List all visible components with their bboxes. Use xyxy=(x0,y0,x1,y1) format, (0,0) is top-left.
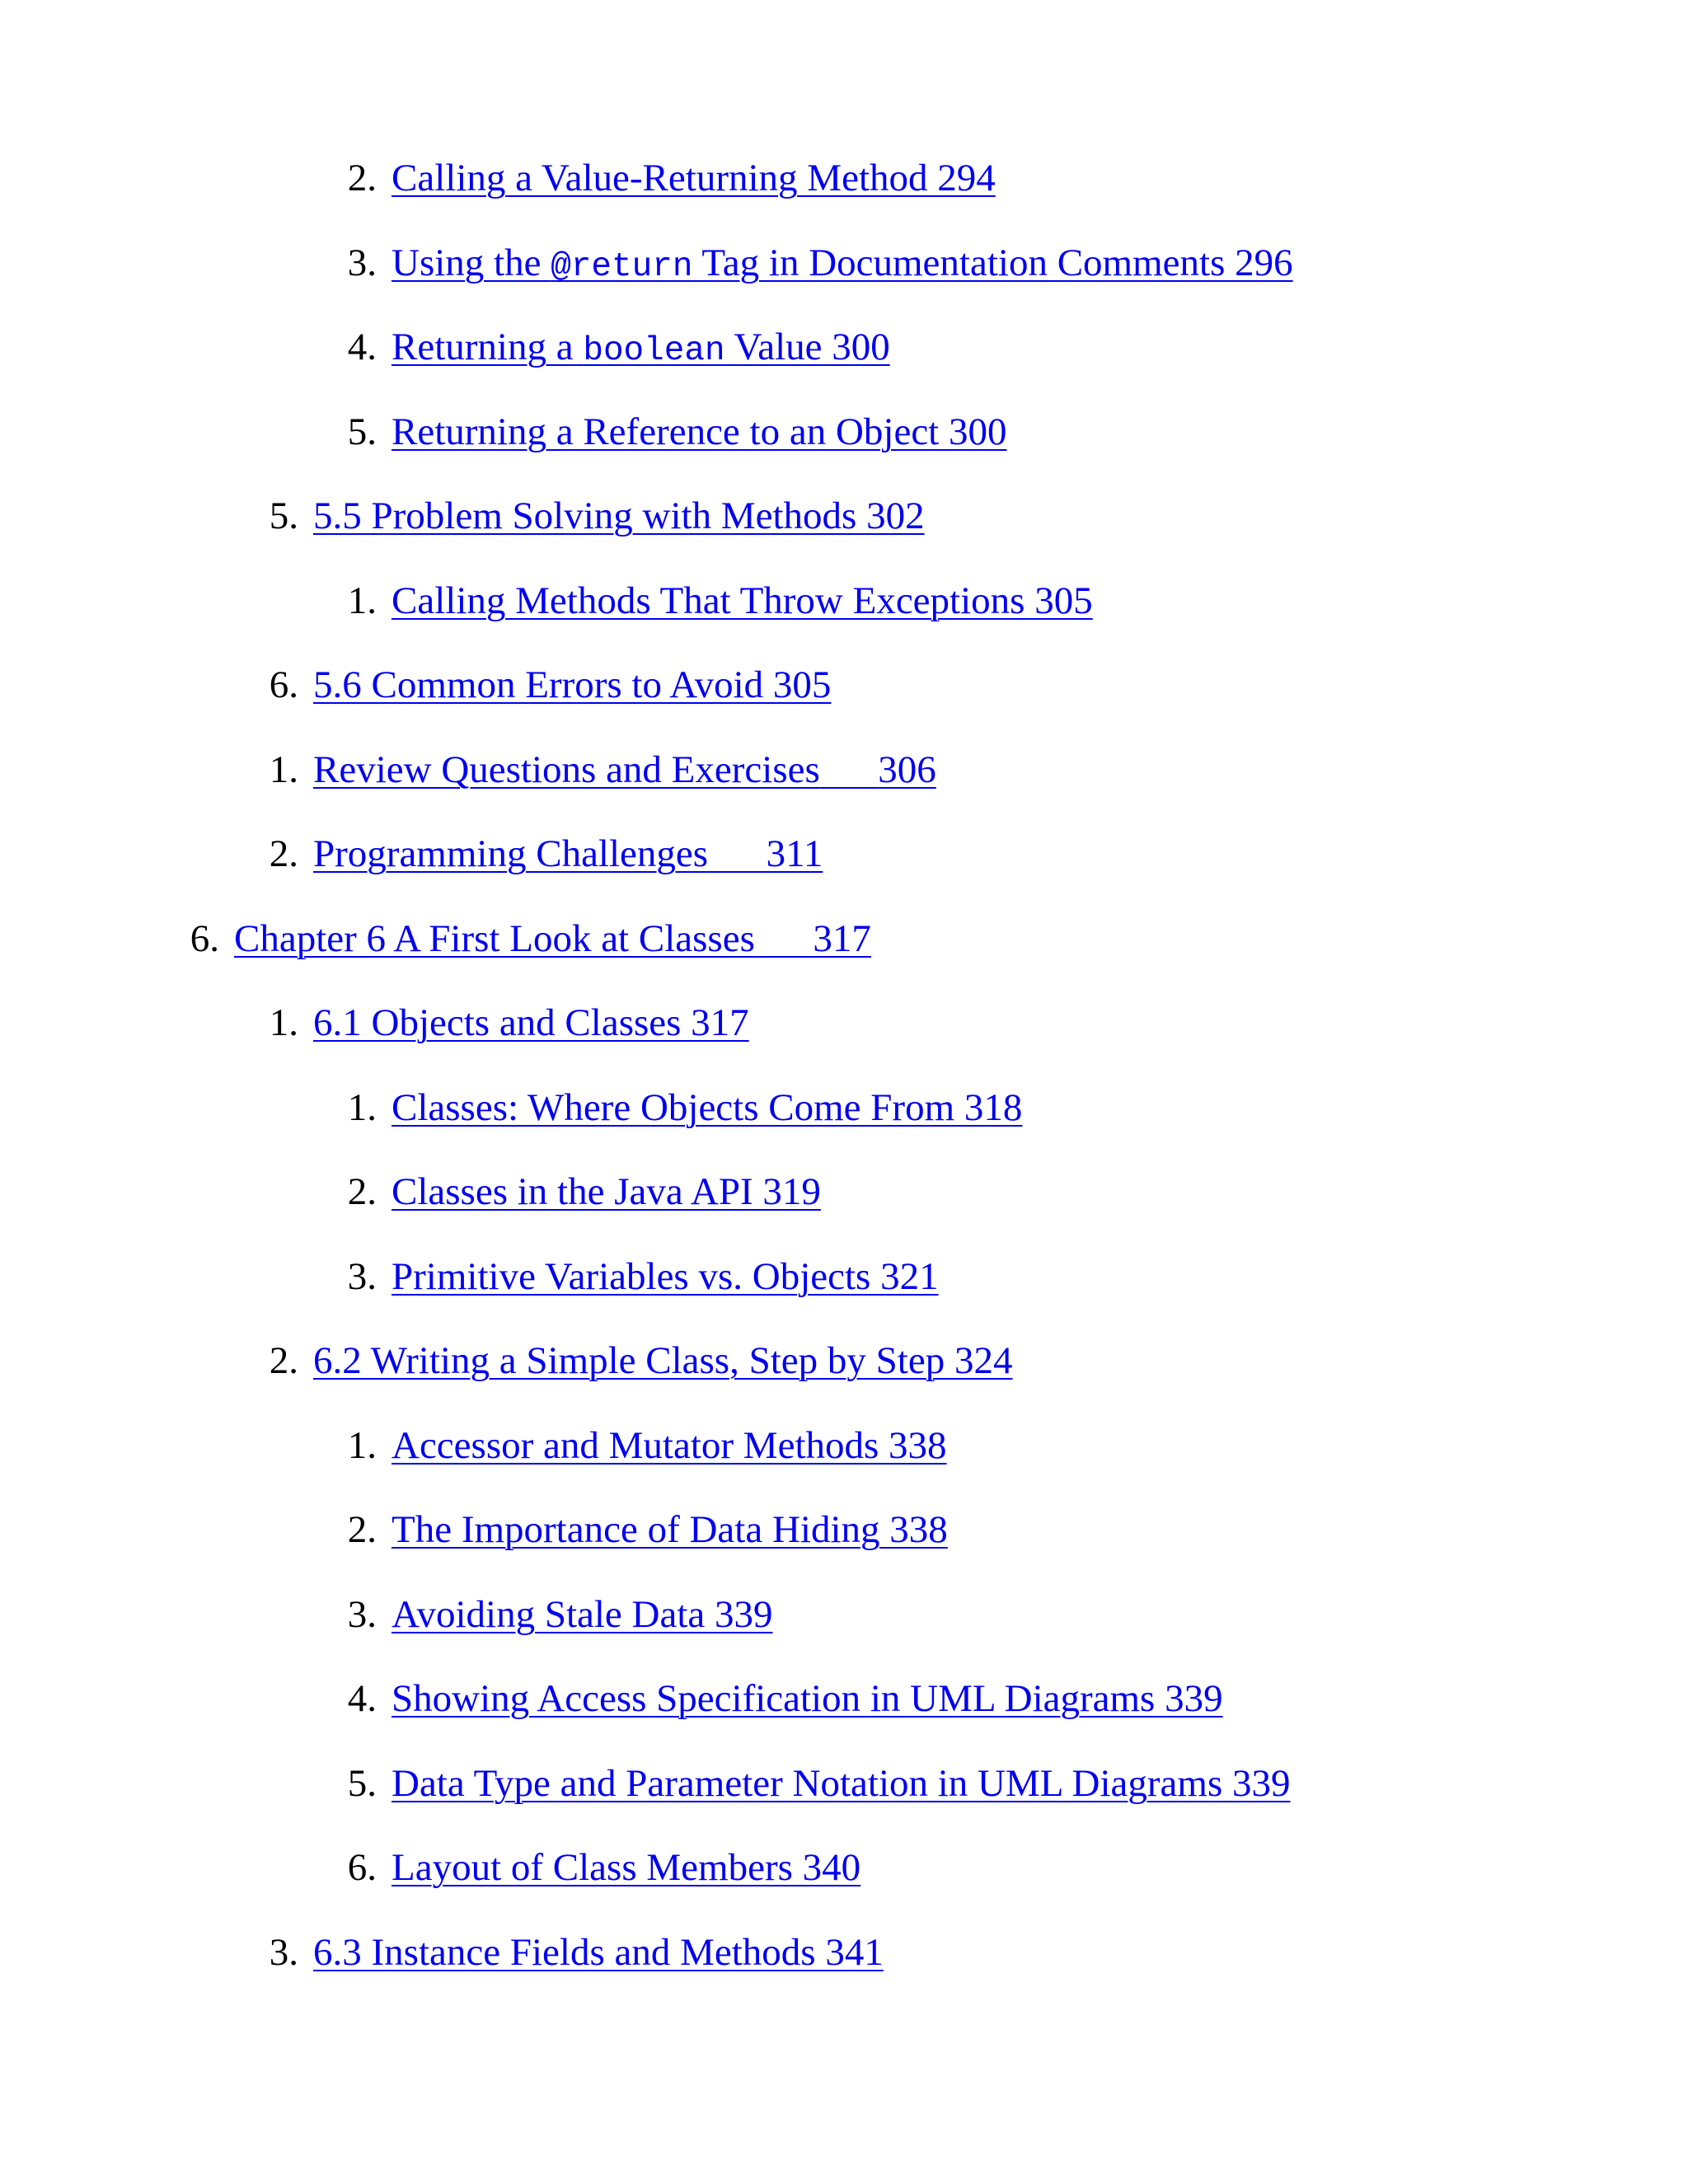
toc-entry-code-keyword: @return xyxy=(551,248,693,286)
toc-entry-code-keyword: boolean xyxy=(583,332,725,370)
toc-entry-link[interactable] xyxy=(392,1244,939,1310)
toc-entry-text: Returning a Reference to an Object 300 xyxy=(392,410,1007,453)
toc-entry-link[interactable] xyxy=(392,1075,1022,1141)
toc-entry-text: 6.2 Writing a Simple Class, Step by Step 324 xyxy=(313,1339,1013,1382)
toc-entry-number: 2. xyxy=(347,1170,377,1213)
toc-entry-link[interactable] xyxy=(313,483,925,549)
toc-entry-number: 1. xyxy=(269,1001,298,1044)
toc-entry-number: 6. xyxy=(347,1846,377,1889)
toc-entry-text: 6.3 Instance Fields and Methods 341 xyxy=(313,1931,884,1974)
toc-entry-text: Data Type and Parameter Notation in UML Diagrams 339 xyxy=(392,1762,1291,1805)
toc-entry-text: Layout of Class Members 340 xyxy=(392,1846,861,1889)
toc-entry-leader-space xyxy=(708,832,767,875)
toc-entry-link[interactable] xyxy=(392,1666,1223,1732)
toc-entry-text: Accessor and Mutator Methods 338 xyxy=(392,1424,947,1467)
toc-entry-number: 6. xyxy=(269,663,298,706)
toc-entry-number: 3. xyxy=(347,1255,377,1298)
toc-entry-number: 2. xyxy=(347,157,377,199)
toc-entry-text: Tag in Documentation Comments 296 xyxy=(692,241,1293,284)
toc-entry-link[interactable] xyxy=(392,568,1093,634)
toc-entry-text: 317 xyxy=(813,917,871,960)
toc-entry-number: 2. xyxy=(269,1339,298,1382)
toc-entry-text: The Importance of Data Hiding 338 xyxy=(392,1508,948,1551)
toc-entry-text: Review Questions and Exercises xyxy=(313,748,820,791)
toc-entry-number: 3. xyxy=(347,241,377,284)
toc-entry-text: Using the xyxy=(392,241,551,284)
toc-entry-number: 4. xyxy=(347,1677,377,1720)
toc-entry-link[interactable] xyxy=(392,145,996,211)
toc-entry-link[interactable] xyxy=(392,1159,821,1225)
toc-entry-number: 5. xyxy=(347,410,377,453)
toc-entry-link[interactable] xyxy=(313,821,823,887)
toc-entry-link[interactable] xyxy=(392,230,1293,300)
toc-entry-text: Classes: Where Objects Come From 318 xyxy=(392,1086,1023,1129)
toc-entry-number: 6. xyxy=(190,917,219,960)
toc-entry-number: 3. xyxy=(347,1593,377,1636)
toc-entry-text: 5.5 Problem Solving with Methods 302 xyxy=(313,494,925,537)
toc-entry-number: 2. xyxy=(347,1508,377,1551)
toc-entry-text: Classes in the Java API 319 xyxy=(392,1170,821,1213)
toc-entry-link[interactable] xyxy=(392,1835,860,1900)
toc-entry-text: Calling Methods That Throw Exceptions 305 xyxy=(392,579,1093,622)
toc-entry-link[interactable] xyxy=(392,1413,947,1479)
toc-entry-text: 311 xyxy=(766,832,823,875)
toc-entry-text: 306 xyxy=(878,748,936,791)
toc-entry-text: Chapter 6 A First Look at Classes xyxy=(234,917,755,960)
toc-entry-link[interactable] xyxy=(392,1497,948,1563)
toc-entry-number: 4. xyxy=(347,326,377,368)
toc-entry-number: 1. xyxy=(347,1424,377,1467)
toc-entry-link[interactable] xyxy=(392,1582,773,1647)
toc-entry-text: Avoiding Stale Data 339 xyxy=(392,1593,773,1636)
toc-entry-number: 5. xyxy=(347,1762,377,1805)
toc-entry-number: 2. xyxy=(269,832,298,875)
toc-entry-link[interactable] xyxy=(313,1919,884,1985)
toc-entry-text: Programming Challenges xyxy=(313,832,709,875)
toc-entry-leader-space xyxy=(820,748,879,791)
toc-entry-number: 1. xyxy=(269,748,298,791)
toc-entry-number: 1. xyxy=(347,579,377,622)
toc-entry-link[interactable] xyxy=(313,1328,1012,1394)
toc-entry-number: 1. xyxy=(347,1086,377,1129)
toc-entry-link[interactable] xyxy=(392,1750,1290,1816)
toc-entry-text: Returning a xyxy=(392,326,584,368)
toc-entry-leader-space xyxy=(755,917,814,960)
toc-entry-link[interactable] xyxy=(313,737,936,803)
toc-entry-number: 5. xyxy=(269,494,298,537)
toc-entry-text: Value 300 xyxy=(724,326,890,368)
toc-entry-text: 6.1 Objects and Classes 317 xyxy=(313,1001,749,1044)
toc-entry-link[interactable] xyxy=(392,399,1007,465)
toc-entry-text: Primitive Variables vs. Objects 321 xyxy=(392,1255,939,1298)
toc-entry-link[interactable] xyxy=(313,990,749,1056)
toc-entry-link[interactable] xyxy=(313,652,831,718)
toc-entry-text: 5.6 Common Errors to Avoid 305 xyxy=(313,663,832,706)
toc-entry-link[interactable] xyxy=(234,906,871,972)
toc-entry-link[interactable] xyxy=(392,314,890,384)
toc-entry-text: Showing Access Specification in UML Diagrams 339 xyxy=(392,1677,1223,1720)
toc-entry-text: Calling a Value-Returning Method 294 xyxy=(392,157,996,199)
toc-entry-number: 3. xyxy=(269,1931,298,1974)
